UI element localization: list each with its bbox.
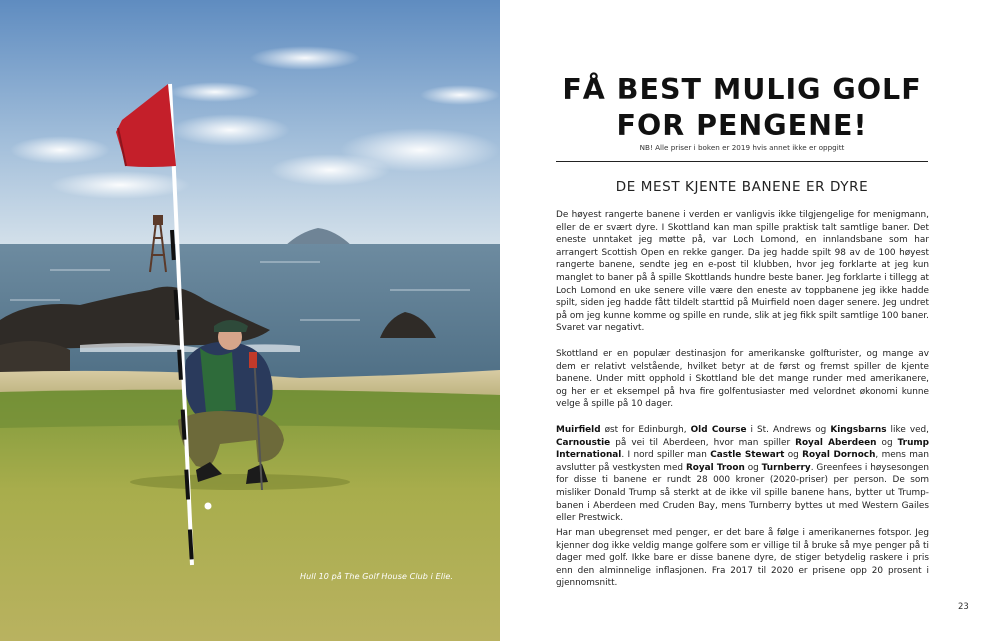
text-span: og — [876, 437, 898, 448]
course-old-course: Old Course — [690, 425, 747, 435]
course-turnberry: Turnberry — [761, 462, 811, 473]
text-span: , mens man avslutter på vestkysten med — [556, 450, 929, 473]
text-span: like ved, — [886, 425, 929, 435]
text-span: . Greenfees i høysesongen for disse ti banene er rundt 28 000 kroner (2020-priser) per person. De som misliker Donald Trump så sterkt at de ikke vil spille banene hans, bytter ut Trump-banen i Aberdeen med Cruden Bay, mens Turnberry byttes ut med Western Gailes eller Prestwick. — [556, 462, 929, 524]
paragraph-2: Skottland er en populær destinasjon for amerikanske golfturister, og mange av dem er relativt velstående, hvilket betyr at de først og fremst spiller de kjente banene. Under mitt opphold i Skottland ble det mange runder med amerikanere, og her er et eksempel på hva fire golfentusiaster med velordnet økonomi kunne velge å spille på 10 dager. — [556, 349, 929, 410]
text-span: og — [784, 450, 803, 461]
text-span: i St. Andrews og — [746, 425, 831, 435]
section-subtitle: DE MEST KJENTE BANENE ER DYRE — [615, 179, 869, 195]
course-royal-dornoch: Royal Dornoch — [802, 450, 876, 461]
page-title — [556, 72, 928, 144]
photo-caption: Hull 10 på The Golf House Club i Elie. — [300, 572, 454, 581]
golfer-shadow — [130, 474, 350, 490]
paragraph-4: Har man ubegrenset med penger, er det bare å følge i amerikanernes fotspor. Jeg kjenner dog ikke veldig mange golfere som er villige til å bruke så mye penger på ti dager med golf. Ikke bare er disse banene dyre, de stiger betydelig raskere i pris enn den alminnelige inflasjonen. Fra 2017 til 2020 er prisene opp 20 prosent i gjennomsnitt. — [556, 528, 929, 589]
course-carnoustie: Carnoustie — [556, 437, 611, 448]
course-castle-stewart: Castle Stewart — [710, 450, 785, 461]
golf-ball — [205, 503, 212, 510]
course-muirfield: Muirfield — [556, 425, 601, 435]
page-number: 23 — [958, 602, 969, 612]
course-royal-aberdeen: Royal Aberdeen — [795, 437, 877, 448]
course-royal-troon: Royal Troon — [685, 462, 745, 473]
title-line-1: FÅ BEST MULIG GOLF — [562, 73, 922, 106]
course-kingsbarns: Kingsbarns — [830, 425, 887, 435]
text-span: og — [744, 462, 762, 473]
course-trump-international: Trump International — [556, 437, 929, 461]
paragraph-3 — [556, 424, 929, 525]
price-note: NB! Alle priser i boken er 2019 hvis annet ikke er oppgitt — [639, 143, 845, 152]
divider — [556, 161, 928, 162]
paragraph-1: De høyest rangerte banene i verden er vanligvis ikke tilgjengelige for menigmann, eller de er svært dyre. I Skottland kan man spille praktisk talt samtlige baner. Det eneste unntaket jeg møtte på, var Loch Lomond, en innlandsbane som har arrangert Scottish Open en rekke ganger. Da jeg hadde spilt 98 av de 100 høyest rangerte banene, sendte jeg en e-post til klubben, hvor jeg forklarte at jeg kun manglet to baner på å spille Skottlands hundre beste baner. Jeg forklarte i tillegg at Loch Lomond en uke senere ville være den eneste av toppbanene jeg ikke hadde spilt, siden jeg hadde fått tildelt starttid på Muirfield noen dager senere. Jeg undret på om jeg kunne komme og spille en runde, slik at jeg fikk spilt samtlige 100 baner. Svaret var negativt. — [556, 210, 929, 334]
text-span: . I nord spiller man — [621, 450, 711, 461]
text-page — [500, 0, 1000, 641]
text-span: på vei til Aberdeen, hvor man spiller — [610, 437, 796, 448]
text-span: øst for Edinburgh, — [600, 425, 691, 435]
title-line-2: FOR PENGENE! — [616, 109, 868, 142]
